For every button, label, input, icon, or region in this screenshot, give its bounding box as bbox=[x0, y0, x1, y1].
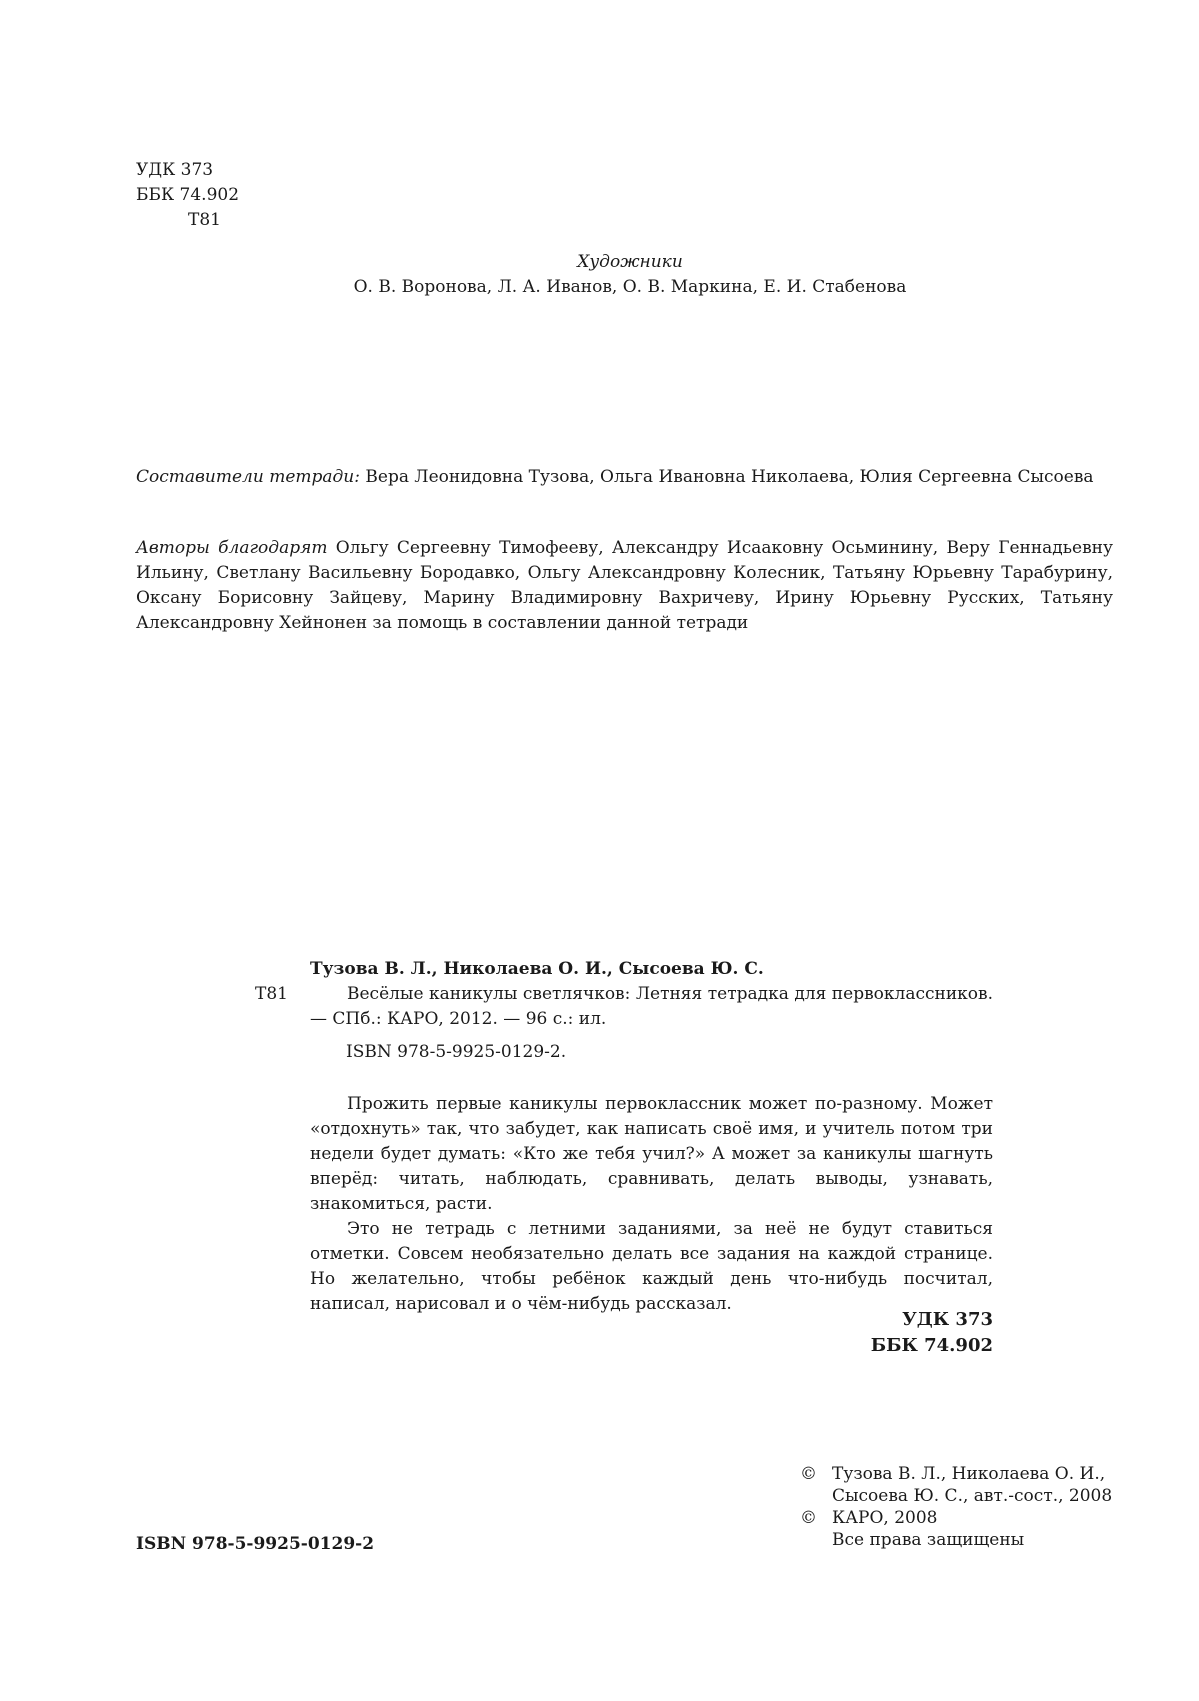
compilers-paragraph bbox=[136, 465, 1113, 490]
copyright-symbol: © bbox=[800, 1464, 817, 1484]
compilers-names: Вера Леонидовна Тузова, Ольга Ивановна Николаева, Юлия Сергеевна Сысоева bbox=[365, 467, 1094, 487]
bbk-code: ББК 74.902 bbox=[136, 185, 240, 205]
card-classification bbox=[871, 1307, 993, 1359]
card-isbn: ISBN 978-5-9925-0129-2. bbox=[346, 1042, 567, 1062]
author-mark: Т81 bbox=[188, 210, 221, 230]
card-bbk: ББК 74.902 bbox=[870, 1335, 993, 1356]
card-udk: УДК 373 bbox=[902, 1309, 993, 1330]
thanks-names: Ольгу Сергеевну Тимофееву, Александру Исааковну Осьминину, Веру Геннадьевну Ильину, Светлану Васильевну Бородавко, Ольгу Александровну Колесник, Татьяну Юрьевну Тарабурину, Оксану Борисовну Зайцеву, Марину Владимировну Вахричеву, Ирину Юрьевну Русских, Татьяну Александровну Хейнонен за помощь в составлении данной тетради bbox=[136, 538, 1113, 633]
compilers-label: Составители тетради: bbox=[136, 467, 360, 487]
copyright-rights: Все права защищены bbox=[832, 1530, 1025, 1550]
card-authors: Тузова В. Л., Николаева О. И., Сысоева Ю. С. bbox=[310, 959, 764, 979]
artists-label: Художники bbox=[577, 252, 683, 272]
annotation-paragraph-1: Прожить первые каникулы первоклассник может по-разному. Может «отдохнуть» так, что забудет, как написать своё имя, и учитель потом три недели будет думать: «Кто же тебя учил?» А может за каникулы шагнуть вперёд: читать, наблюдать, сравнивать, делать выводы, узнавать, знакомиться, расти. bbox=[310, 1094, 993, 1214]
copyright-symbol: © bbox=[800, 1508, 817, 1528]
thanks-paragraph bbox=[136, 536, 1113, 636]
artists-block bbox=[260, 250, 1000, 300]
copyright-block bbox=[800, 1463, 1112, 1551]
card-author-mark: Т81 bbox=[255, 984, 288, 1004]
isbn: ISBN 978-5-9925-0129-2 bbox=[136, 1534, 375, 1554]
udk-code: УДК 373 bbox=[136, 160, 214, 180]
annotation bbox=[310, 1092, 993, 1317]
thanks-label: Авторы благодарят bbox=[136, 538, 328, 558]
artists-names: О. В. Воронова, Л. А. Иванов, О. В. Маркина, Е. И. Стабенова bbox=[353, 277, 907, 297]
copyright-authors-line1: Тузова В. Л., Николаева О. И., bbox=[832, 1464, 1106, 1484]
copyright-authors-line2: Сысоева Ю. С., авт.-сост., 2008 bbox=[832, 1486, 1113, 1506]
classification-block bbox=[136, 158, 239, 233]
card-title: Весёлые каникулы светлячков: Летняя тетрадка для первоклассников. — СПб.: КАРО, 2012. — 96 с.: ил. bbox=[310, 984, 993, 1029]
copyright-publisher: КАРО, 2008 bbox=[832, 1508, 938, 1528]
annotation-paragraph-2: Это не тетрадь с летними заданиями, за неё не будут ставиться отметки. Совсем необязательно делать все задания на каждой странице. Но желательно, чтобы ребёнок каждый день что-нибудь посчитал, написал, нарисовал и о чём-нибудь рассказал. bbox=[310, 1219, 993, 1314]
